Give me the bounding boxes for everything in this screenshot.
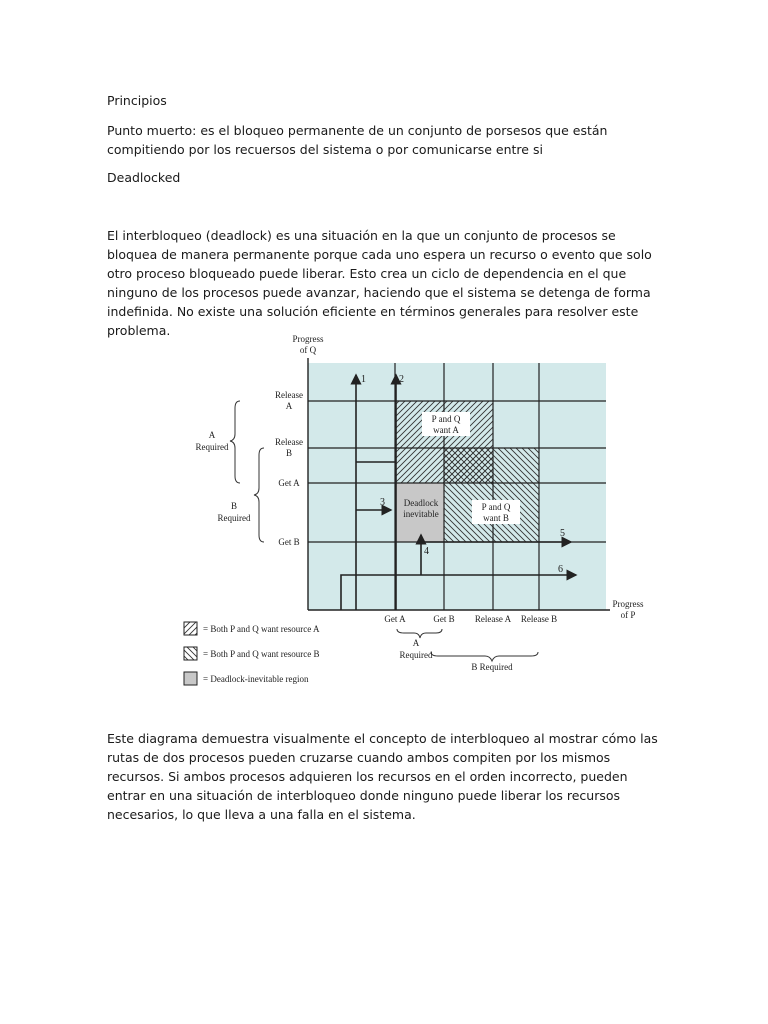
a-required-left-2: Required — [195, 442, 229, 452]
path-number-5: 5 — [560, 528, 565, 539]
brace-b-left — [254, 448, 264, 542]
legend — [184, 622, 320, 685]
x-tick-get-a: Get A — [384, 614, 406, 624]
path-number-6: 6 — [558, 564, 563, 575]
y-axis-title-2: of Q — [299, 345, 317, 355]
path-number-4: 4 — [424, 546, 429, 557]
svg-text:want A: want A — [433, 425, 459, 435]
x-axis-title-1: Progress — [612, 599, 644, 609]
brace-a-left — [230, 401, 240, 483]
x-tick-release-b: Release B — [520, 614, 558, 624]
y-tick-get-a: Get A — [278, 478, 300, 488]
legend-label-deadlock: = Deadlock-inevitable region — [203, 674, 309, 684]
y-tick-release-b-1: Release — [275, 437, 303, 447]
svg-text:P and Q: P and Q — [431, 414, 461, 424]
legend-label-b: = Both P and Q want resource B — [203, 649, 320, 659]
b-required-bottom: B Required — [471, 662, 513, 672]
legend-swatch-a — [184, 622, 197, 635]
intro-paragraph: El interbloqueo (deadlock) es una situación en la que un conjunto de procesos se bloquea de manera permanente porque cada uno espera un recurso o evento que solo otro proceso bloqueado puede liberar. Esto crea un ciclo de dependencia en el que ninguno de los procesos puede avanzar, haciendo que el sistema se detenga de forma indefinida. No existe una solución eficiente en términos generales para resolver este problema. — [107, 228, 652, 338]
x-tick-get-b: Get B — [433, 614, 455, 624]
legend-label-a: = Both P and Q want resource A — [203, 624, 320, 634]
svg-text:inevitable: inevitable — [403, 509, 439, 519]
want-b-label — [472, 500, 520, 524]
path-number-2: 2 — [399, 374, 404, 385]
y-tick-get-b: Get B — [278, 537, 300, 547]
deadlocked-label: Deadlocked — [107, 170, 181, 185]
path-number-3: 3 — [380, 497, 385, 508]
y-tick-release-b-2: B — [285, 448, 293, 458]
y-tick-release-a-2: A — [285, 401, 293, 411]
svg-text:Deadlock: Deadlock — [403, 498, 439, 508]
legend-swatch-deadlock — [184, 672, 197, 685]
section-heading: Principios — [107, 93, 167, 108]
brace-b-bottom — [431, 652, 538, 661]
region-overlap — [444, 448, 493, 483]
b-required-left-1: B — [230, 501, 238, 511]
explanation-paragraph: Este diagrama demuestra visualmente el concepto de interbloqueo al mostrar cómo las rutas de dos procesos pueden cruzarse cuando ambos compiten por los mismos recursos. Si ambos procesos adquieren los recursos en el orden incorrecto, pueden entrar en una situación de interbloqueo donde ninguno puede liberar los recursos necesarios, lo que lleva a una falla en el sistema. — [107, 731, 658, 822]
b-required-left-2: Required — [217, 513, 251, 523]
definition-paragraph: Punto muerto: es el bloqueo permanente de un conjunto de porsesos que están compitiendo por los recuersos del sistema o por comunicarse entre si — [107, 123, 608, 157]
brace-a-bottom — [397, 629, 442, 638]
a-required-bottom-1: A — [412, 638, 420, 648]
y-tick-release-a-1: Release — [275, 390, 303, 400]
svg-text:P and Q: P and Q — [481, 502, 511, 512]
want-a-label — [422, 412, 470, 436]
deadlock-diagram — [176, 330, 658, 692]
x-axis-title-2: of P — [620, 610, 636, 620]
path-number-1: 1 — [361, 374, 366, 385]
svg-text:want B: want B — [483, 513, 509, 523]
x-tick-release-a: Release A — [474, 614, 512, 624]
legend-swatch-b — [184, 647, 197, 660]
a-required-bottom-2: Required — [399, 650, 433, 660]
a-required-left-1: A — [208, 430, 216, 440]
deadlock-label — [403, 498, 439, 519]
y-axis-title-1: Progress — [292, 334, 324, 344]
